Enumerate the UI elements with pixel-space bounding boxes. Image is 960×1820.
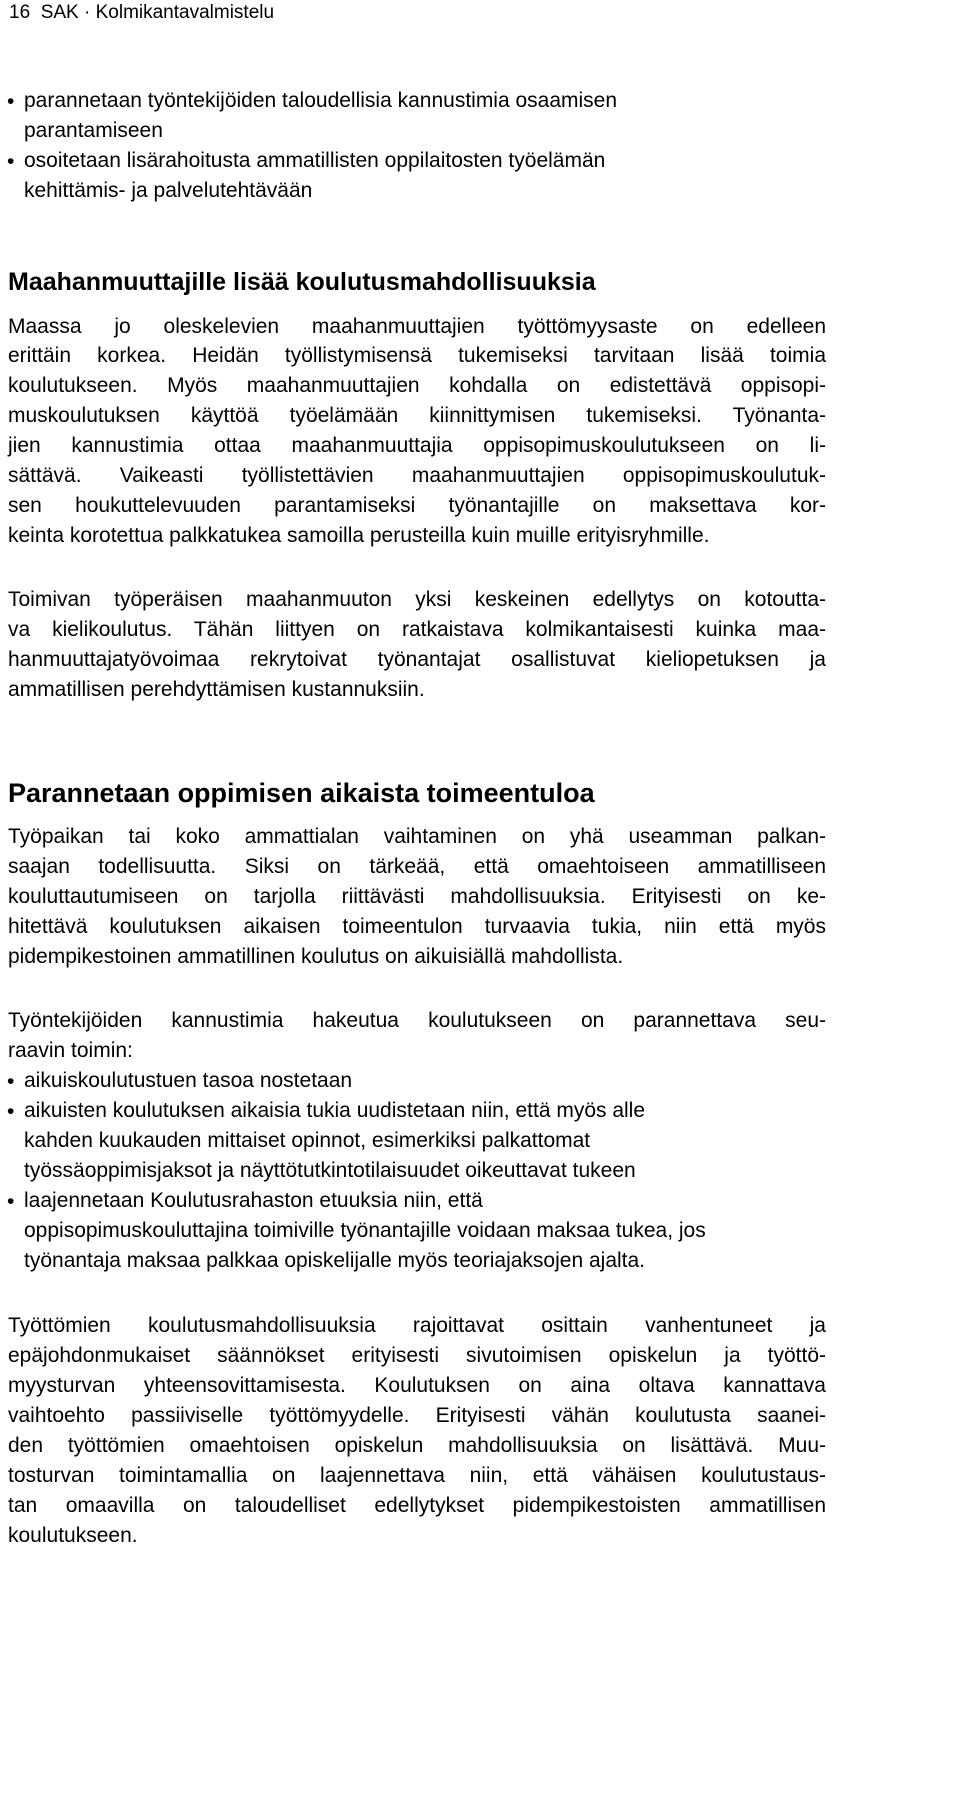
paragraph-line: va kielikoulutus. Tähän liittyen on ratkaistava kolmikantaisesti kuinka maa- [8, 618, 826, 641]
paragraph-line: Työntekijöiden kannustimia hakeutua koulutukseen on parannettava seu- [8, 1009, 826, 1032]
list-item-line: kahden kuukauden mittaiset opinnot, esimerkiksi palkattomat [24, 1129, 591, 1152]
header-title: Kolmikantavalmistelu [95, 2, 275, 23]
list-item-line: kehittämis- ja palvelutehtävään [24, 179, 313, 202]
paragraph-line: sättävä. Vaikeasti työllistettävien maahanmuuttajien oppisopimuskoulutuk- [8, 464, 826, 487]
paragraph-line: koulutukseen. Myös maahanmuuttajien kohdalla on edistettävä oppisopi- [8, 374, 826, 397]
paragraph-line: Työttömien koulutusmahdollisuuksia rajoittavat osittain vanhentuneet ja [8, 1314, 826, 1337]
paragraph-line: myysturvan yhteensovittamisesta. Koulutuksen on aina oltava kannattava [8, 1374, 826, 1397]
paragraph-line: hitettävä koulutuksen aikaisen toimeentulon turvaavia tukia, niin että myös [8, 915, 826, 938]
bullet-icon [7, 1070, 14, 1094]
paragraph-line: erittäin korkea. Heidän työllistymisensä tukemiseksi tarvitaan lisää toimia [8, 344, 826, 367]
paragraph-line: den työttömien omaehtoisen opiskelun mahdollisuuksia on lisättävä. Muu- [8, 1434, 826, 1457]
list-item-line: työnantaja maksaa palkkaa opiskelijalle myös teoriajaksojen ajalta. [24, 1249, 646, 1272]
list-item-line: työssäoppimisjaksot ja näyttötutkintotilaisuudet oikeuttavat tukeen [24, 1159, 636, 1182]
list-item-line: laajennetaan Koulutusrahaston etuuksia niin, että [24, 1189, 483, 1212]
section-heading: Parannetaan oppimisen aikaista toimeentuloa [8, 778, 595, 808]
bullet-icon [7, 1190, 14, 1214]
bullet-icon [7, 1100, 14, 1124]
page-number: 16 [9, 2, 31, 23]
header-separator: SAK · [30, 2, 96, 23]
paragraph-line: vaihtoehto passiiviselle työttömyydelle. Erityisesti vähän koulutusta saanei- [8, 1404, 826, 1427]
page-header [9, 2, 274, 24]
list-item-line: osoitetaan lisärahoitusta ammatillisten oppilaitosten työelämän [24, 149, 606, 172]
paragraph-line: Toimivan työperäisen maahanmuuton yksi keskeinen edellytys on kotoutta- [8, 588, 826, 611]
list-item-line: aikuisten koulutuksen aikaisia tukia uudistetaan niin, että myös alle [24, 1099, 646, 1122]
paragraph-line: Työpaikan tai koko ammattialan vaihtaminen on yhä useamman palkan- [8, 825, 826, 848]
paragraph-line: jien kannustimia ottaa maahanmuuttajia oppisopimuskoulutukseen on li- [8, 434, 826, 457]
section-heading: Maahanmuuttajille lisää koulutusmahdollisuuksia [8, 268, 596, 296]
bullet-icon [7, 90, 14, 114]
paragraph-line: ammatillisen perehdyttämisen kustannuksiin. [8, 678, 425, 701]
bullet-icon [7, 150, 14, 174]
paragraph-line: tan omaavilla on taloudelliset edellytykset pidempikestoisten ammatillisen [8, 1494, 826, 1517]
paragraph-line: tosturvan toimintamallia on laajennettava niin, että vähäisen koulutustaus- [8, 1464, 826, 1487]
paragraph-line: hanmuuttajatyövoimaa rekrytoivat työnantajat osallistuvat kieliopetuksen ja [8, 648, 826, 671]
paragraph-line: kouluttautumiseen on tarjolla riittävästi mahdollisuuksia. Erityisesti on ke- [8, 885, 826, 908]
paragraph-line: muskoulutuksen käyttöä työelämään kiinnittymisen tukemiseksi. Työnanta- [8, 404, 826, 427]
list-item-line: aikuiskoulutustuen tasoa nostetaan [24, 1069, 353, 1092]
list-item-line: parannetaan työntekijöiden taloudellisia kannustimia osaamisen [24, 89, 618, 112]
list-item-line: oppisopimuskouluttajina toimiville työnantajille voidaan maksaa tukea, jos [24, 1219, 706, 1242]
paragraph-line: raavin toimin: [8, 1039, 133, 1062]
paragraph-line: sen houkuttelevuuden parantamiseksi työnantajille on maksettava kor- [8, 494, 826, 517]
paragraph-line: saajan todellisuutta. Siksi on tärkeää, että omaehtoiseen ammatilliseen [8, 855, 826, 878]
paragraph-line: Maassa jo oleskelevien maahanmuuttajien työttömyysaste on edelleen [8, 315, 826, 338]
paragraph-line: koulutukseen. [8, 1524, 138, 1547]
paragraph-line: keinta korotettua palkkatukea samoilla perusteilla kuin muille erityisryhmille. [8, 524, 710, 547]
paragraph-line: epäjohdonmukaiset säännökset erityisesti sivutoimisen opiskelun ja työttö- [8, 1344, 826, 1367]
list-item-line: parantamiseen [24, 119, 163, 142]
paragraph-line: pidempikestoinen ammatillinen koulutus on aikuisiällä mahdollista. [8, 945, 624, 968]
